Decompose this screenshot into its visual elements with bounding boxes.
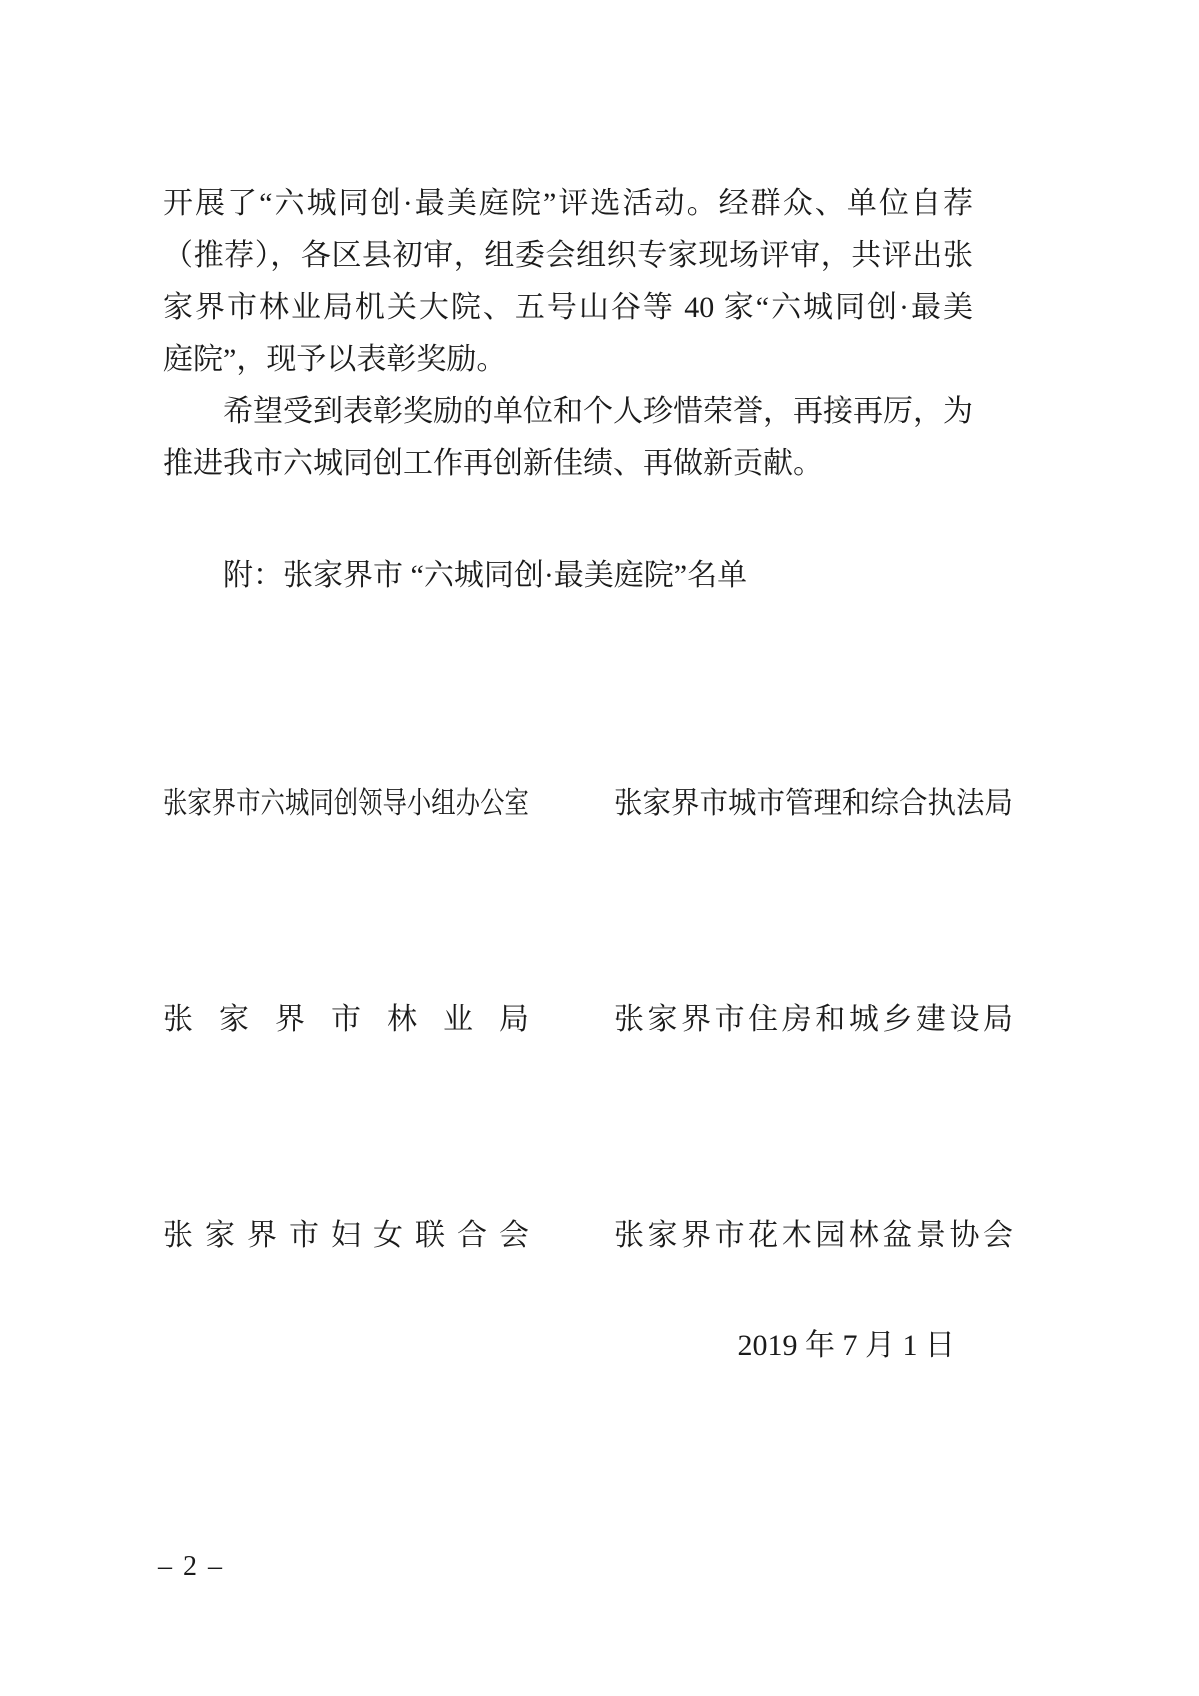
body-line: 家界市林业局机关大院、五号山谷等 40 家“六城同创·最美 xyxy=(163,291,973,324)
signatory-row xyxy=(163,1214,1023,1258)
signatory-right xyxy=(614,782,1013,826)
signatory-row xyxy=(163,782,1023,826)
signatory-left-text: 张家界市六城同创领导小组办公室 xyxy=(163,787,529,820)
body-text-block xyxy=(163,178,973,490)
body-line: （推荐），各区县初审，组委会组织专家现场评审，共评出张 xyxy=(163,239,973,272)
signatory-left xyxy=(163,782,529,826)
signatory-right: 张家界市住房和城乡建设局 xyxy=(614,1003,1013,1036)
signatory-right-text: 张家界市城市管理和综合执法局 xyxy=(614,787,1013,820)
signatory-right: 张家界市花木园林盆景协会 xyxy=(614,1219,1013,1252)
body-line: 推进我市六城同创工作再创新佳绩、再做新贡献。 xyxy=(163,447,823,480)
signatory-row xyxy=(163,998,1023,1042)
document-date: 2019 年 7 月 1 日 xyxy=(737,1329,955,1362)
signatory-left: 张家界市林业局 xyxy=(163,1003,529,1036)
body-line: 希望受到表彰奖励的单位和个人珍惜荣誉，再接再厉，为 xyxy=(223,395,973,428)
body-line: 庭院”，现予以表彰奖励。 xyxy=(163,343,507,376)
attachment-title: 附：张家界市 “六城同创·最美庭院”名单 xyxy=(223,559,748,592)
signatory-left: 张家界市妇女联合会 xyxy=(163,1219,529,1252)
body-line: 开展了“六城同创·最美庭院”评选活动。经群众、单位自荐 xyxy=(163,187,973,220)
page-number: – 2 – xyxy=(158,1551,224,1582)
